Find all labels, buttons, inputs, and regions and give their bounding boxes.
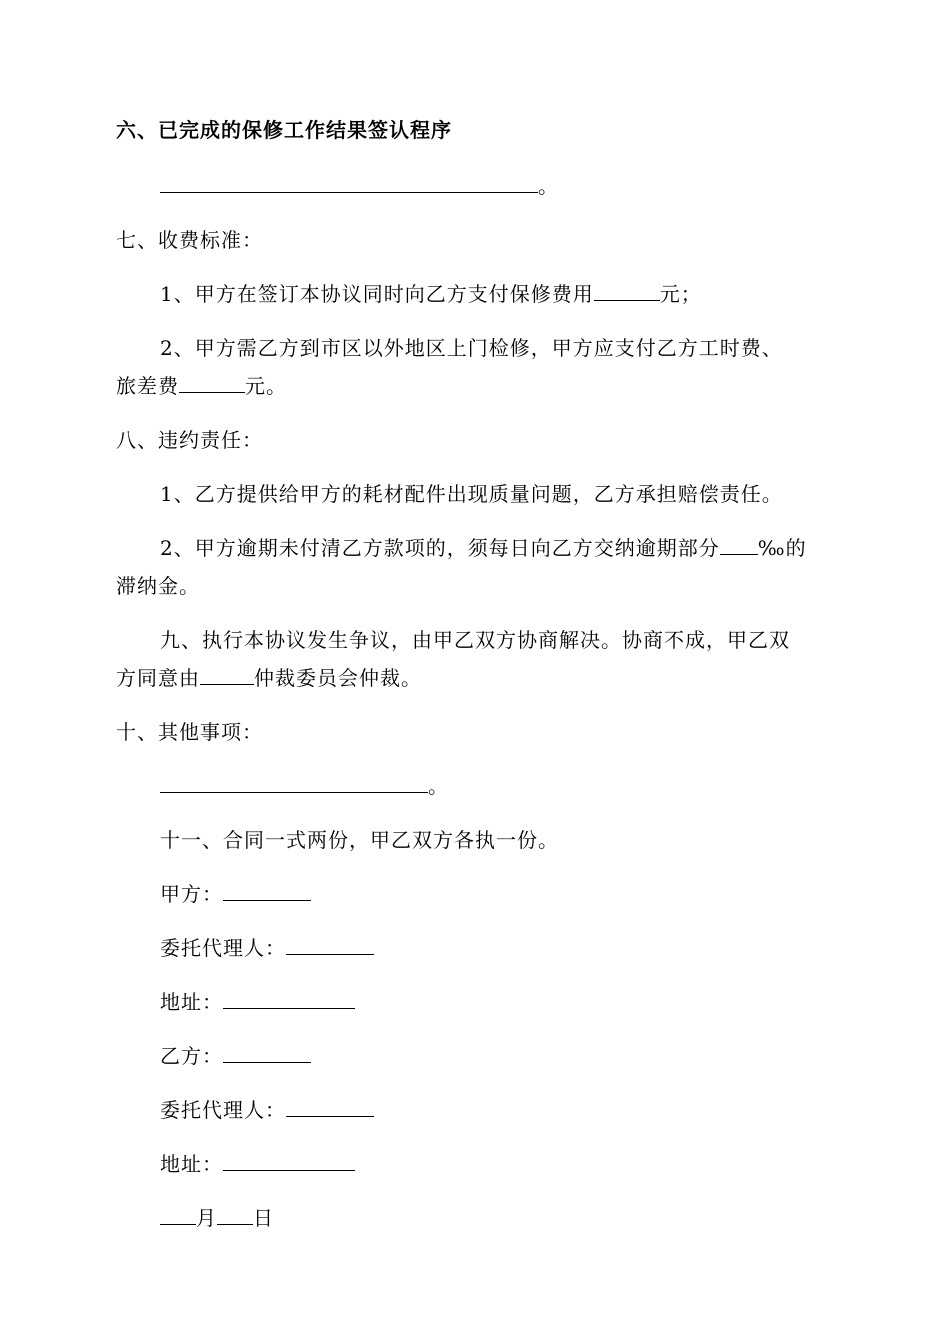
month-field[interactable] bbox=[160, 1206, 196, 1225]
address-b-field[interactable] bbox=[223, 1152, 355, 1171]
address-b-label: 地址： bbox=[160, 1152, 223, 1176]
party-b-label: 乙方： bbox=[160, 1044, 223, 1068]
agent-b-line bbox=[160, 1098, 374, 1122]
item-text: 旅差费 bbox=[116, 374, 179, 398]
section-8-title: 八、违约责任： bbox=[116, 428, 263, 452]
month-label: 月 bbox=[196, 1206, 217, 1230]
section-7-item-2-line-2 bbox=[116, 374, 287, 398]
item-text: 元； bbox=[659, 282, 702, 306]
section-7-item-2-line-1: 2、甲方需乙方到市区以外地区上门检修，甲方应支付乙方工时费、 bbox=[160, 336, 783, 360]
address-a-line bbox=[160, 990, 355, 1014]
item-text: 1、甲方在签订本协议同时向乙方支付保修费用 bbox=[160, 282, 594, 306]
section-8-item-2-line-2: 滞纳金。 bbox=[116, 574, 200, 598]
party-a-line bbox=[160, 882, 311, 906]
item-text: 方同意由 bbox=[116, 666, 200, 690]
item-text: 2、甲方逾期未付清乙方款项的，须每日向乙方交纳逾期部分 bbox=[160, 536, 720, 560]
section-10-end-mark: 。 bbox=[428, 774, 449, 798]
item-text: 仲裁委员会仲裁。 bbox=[254, 666, 422, 690]
item-text: 元。 bbox=[245, 374, 287, 398]
section-8-item-2-line-1 bbox=[160, 536, 807, 560]
day-label: 日 bbox=[253, 1206, 274, 1230]
section-9-line-1: 九、执行本协议发生争议，由甲乙双方协商解决。协商不成，甲乙双 bbox=[160, 628, 790, 652]
section-9-line-2 bbox=[116, 666, 422, 690]
agent-a-line bbox=[160, 936, 374, 960]
item-text: ‰的 bbox=[757, 536, 807, 560]
fill-blank[interactable] bbox=[160, 174, 538, 193]
fill-blank[interactable] bbox=[179, 374, 245, 393]
section-10-blank-line bbox=[160, 774, 449, 798]
section-7-title: 七、收费标准： bbox=[116, 228, 263, 252]
fill-blank[interactable] bbox=[200, 666, 254, 685]
agent-a-label: 委托代理人： bbox=[160, 936, 286, 960]
agent-b-field[interactable] bbox=[286, 1098, 374, 1117]
address-a-label: 地址： bbox=[160, 990, 223, 1014]
date-line bbox=[160, 1206, 274, 1230]
section-6-title: 六、已完成的保修工作结果签认程序 bbox=[116, 118, 452, 142]
fill-blank[interactable] bbox=[160, 774, 428, 793]
section-8-item-1: 1、乙方提供给甲方的耗材配件出现质量问题，乙方承担赔偿责任。 bbox=[160, 482, 783, 506]
party-a-field[interactable] bbox=[223, 882, 311, 901]
address-b-line bbox=[160, 1152, 355, 1176]
party-a-label: 甲方： bbox=[160, 882, 223, 906]
agent-a-field[interactable] bbox=[286, 936, 374, 955]
address-a-field[interactable] bbox=[223, 990, 355, 1009]
fill-blank[interactable] bbox=[720, 536, 758, 555]
party-b-field[interactable] bbox=[223, 1044, 311, 1063]
section-10-title: 十、其他事项： bbox=[116, 720, 263, 744]
section-6-end-mark: 。 bbox=[538, 174, 559, 198]
section-7-item-1 bbox=[160, 282, 702, 306]
fill-blank[interactable] bbox=[594, 282, 660, 301]
section-11: 十一、合同一式两份，甲乙双方各执一份。 bbox=[160, 828, 559, 852]
agent-b-label: 委托代理人： bbox=[160, 1098, 286, 1122]
section-6-blank-line bbox=[160, 174, 559, 198]
party-b-line bbox=[160, 1044, 311, 1068]
day-field[interactable] bbox=[217, 1206, 253, 1225]
